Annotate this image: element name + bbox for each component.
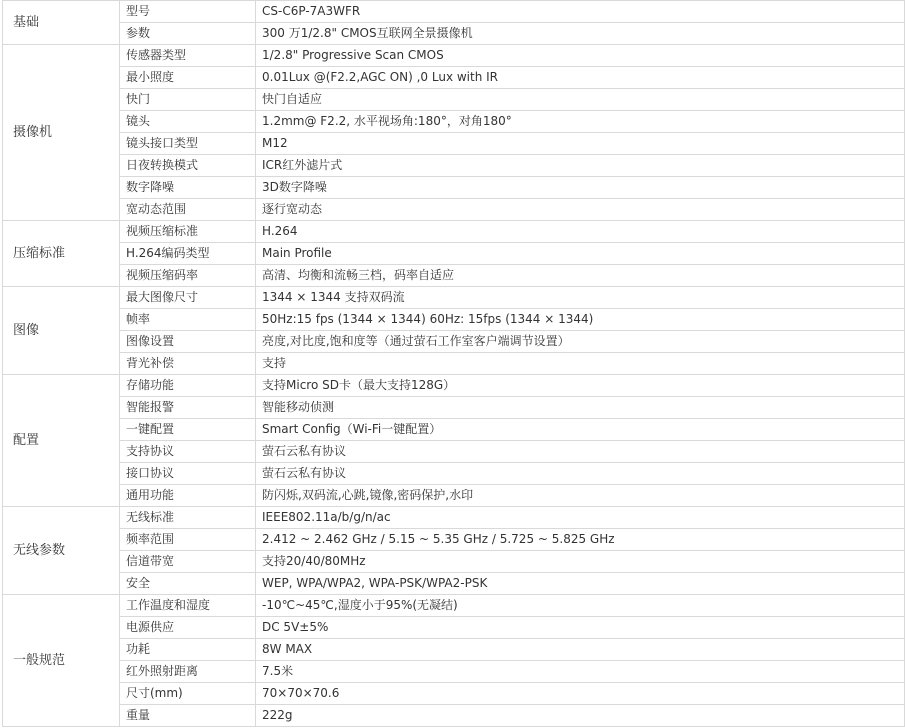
spec-value-cell: 2.412 ~ 2.462 GHz / 5.15 ~ 5.35 GHz / 5.725 ~ 5.825 GHz [256,529,905,551]
category-cell: 无线参数 [3,507,120,595]
spec-row [3,199,905,221]
spec-row [3,23,905,45]
spec-value-cell: 亮度,对比度,饱和度等（通过萤石工作室客户端调节设置） [256,331,905,353]
spec-label-cell: 帧率 [120,309,256,331]
spec-value-cell: 逐行宽动态 [256,199,905,221]
spec-value-cell: 3D数字降噪 [256,177,905,199]
category-cell: 配置 [3,375,120,507]
spec-label-cell: 存储功能 [120,375,256,397]
category-cell: 摄像机 [3,45,120,221]
spec-label-cell: 智能报警 [120,397,256,419]
spec-value-cell: Smart Config（Wi-Fi一键配置） [256,419,905,441]
spec-value-cell: H.264 [256,221,905,243]
spec-label-cell: 参数 [120,23,256,45]
spec-row [3,287,905,309]
spec-value-cell: 0.01Lux @(F2.2,AGC ON) ,0 Lux with IR [256,67,905,89]
spec-value-cell: 1/2.8" Progressive Scan CMOS [256,45,905,67]
category-cell: 基础 [3,1,120,45]
spec-value-cell: 222g [256,705,905,727]
spec-label-cell: H.264编码类型 [120,243,256,265]
spec-label-cell: 图像设置 [120,331,256,353]
spec-value-cell: 1.2mm@ F2.2, 水平视场角:180°，对角180° [256,111,905,133]
spec-row [3,529,905,551]
spec-row [3,243,905,265]
spec-label-cell: 接口协议 [120,463,256,485]
spec-row [3,265,905,287]
spec-label-cell: 通用功能 [120,485,256,507]
spec-value-cell: 萤石云私有协议 [256,463,905,485]
spec-row [3,1,905,23]
spec-row [3,573,905,595]
spec-row [3,133,905,155]
spec-label-cell: 重量 [120,705,256,727]
spec-table-body [3,1,905,727]
spec-label-cell: 工作温度和湿度 [120,595,256,617]
spec-table [2,0,905,727]
spec-label-cell: 电源供应 [120,617,256,639]
spec-label-cell: 型号 [120,1,256,23]
spec-value-cell: DC 5V±5% [256,617,905,639]
spec-label-cell: 信道带宽 [120,551,256,573]
spec-label-cell: 日夜转换模式 [120,155,256,177]
spec-row [3,111,905,133]
spec-row [3,463,905,485]
spec-row [3,309,905,331]
spec-label-cell: 视频压缩码率 [120,265,256,287]
spec-label-cell: 最小照度 [120,67,256,89]
spec-value-cell: 萤石云私有协议 [256,441,905,463]
spec-label-cell: 尺寸(mm) [120,683,256,705]
spec-value-cell: -10℃~45℃,湿度小于95%(无凝结) [256,595,905,617]
spec-row [3,441,905,463]
spec-value-cell: 70×70×70.6 [256,683,905,705]
spec-value-cell: 支持Micro SD卡（最大支持128G） [256,375,905,397]
spec-label-cell: 数字降噪 [120,177,256,199]
spec-value-cell: Main Profile [256,243,905,265]
spec-row [3,551,905,573]
spec-row [3,397,905,419]
spec-label-cell: 无线标准 [120,507,256,529]
spec-row [3,331,905,353]
spec-label-cell: 快门 [120,89,256,111]
spec-row [3,375,905,397]
spec-label-cell: 最大图像尺寸 [120,287,256,309]
spec-row [3,67,905,89]
spec-row [3,419,905,441]
spec-label-cell: 镜头接口类型 [120,133,256,155]
spec-value-cell: WEP, WPA/WPA2, WPA-PSK/WPA2-PSK [256,573,905,595]
spec-row [3,221,905,243]
spec-label-cell: 支持协议 [120,441,256,463]
spec-row [3,661,905,683]
spec-value-cell: 支持 [256,353,905,375]
spec-label-cell: 频率范围 [120,529,256,551]
spec-row [3,705,905,727]
category-cell: 压缩标准 [3,221,120,287]
spec-row [3,639,905,661]
spec-label-cell: 镜头 [120,111,256,133]
spec-value-cell: 防闪烁,双码流,心跳,镜像,密码保护,水印 [256,485,905,507]
spec-value-cell: CS-C6P-7A3WFR [256,1,905,23]
spec-label-cell: 功耗 [120,639,256,661]
category-cell: 图像 [3,287,120,375]
spec-row [3,89,905,111]
spec-row [3,507,905,529]
spec-row [3,617,905,639]
spec-row [3,45,905,67]
spec-value-cell: 7.5米 [256,661,905,683]
spec-row [3,155,905,177]
spec-row [3,683,905,705]
spec-value-cell: 1344 × 1344 支持双码流 [256,287,905,309]
spec-value-cell: 300 万1/2.8" CMOS互联网全景摄像机 [256,23,905,45]
spec-row [3,177,905,199]
spec-value-cell: 8W MAX [256,639,905,661]
spec-value-cell: 智能移动侦测 [256,397,905,419]
spec-row [3,353,905,375]
spec-value-cell: 50Hz:15 fps (1344 × 1344) 60Hz: 15fps (1344 × 1344) [256,309,905,331]
spec-row [3,485,905,507]
spec-value-cell: M12 [256,133,905,155]
spec-label-cell: 安全 [120,573,256,595]
spec-label-cell: 视频压缩标准 [120,221,256,243]
spec-label-cell: 宽动态范围 [120,199,256,221]
spec-value-cell: ICR红外滤片式 [256,155,905,177]
spec-value-cell: 快门自适应 [256,89,905,111]
spec-value-cell: 高清、均衡和流畅三档，码率自适应 [256,265,905,287]
spec-label-cell: 传感器类型 [120,45,256,67]
spec-value-cell: IEEE802.11a/b/g/n/ac [256,507,905,529]
spec-label-cell: 背光补偿 [120,353,256,375]
spec-value-cell: 支持20/40/80MHz [256,551,905,573]
spec-label-cell: 一键配置 [120,419,256,441]
spec-row [3,595,905,617]
spec-label-cell: 红外照射距离 [120,661,256,683]
category-cell: 一般规范 [3,595,120,727]
